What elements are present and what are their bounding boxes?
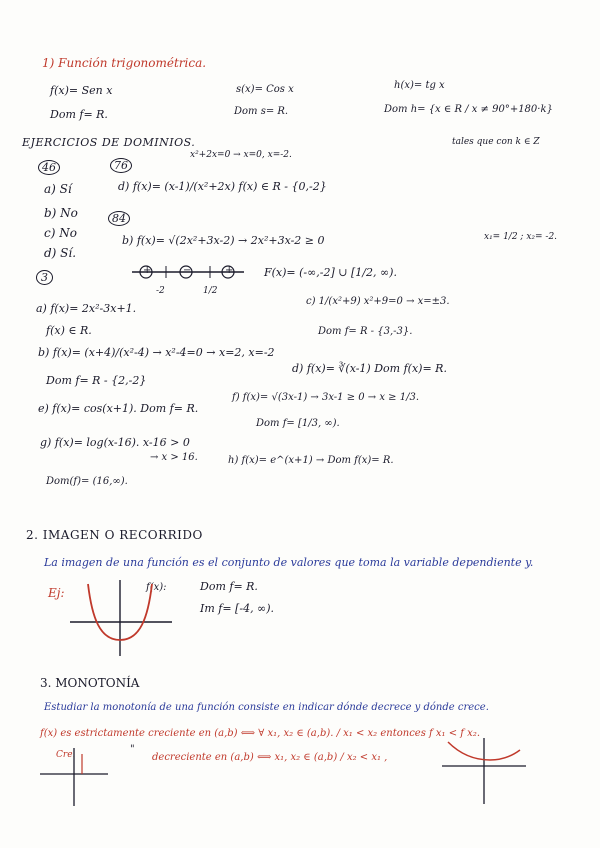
- exercise-3h: h) f(x)= e^(x+1) → Dom f(x)= R.: [228, 455, 394, 466]
- section3-title: 3. MONOTONÍA: [40, 676, 140, 690]
- sign-plus-left: +: [143, 265, 152, 276]
- exercise-3a: a) f(x)= 2x²-3x+1.: [36, 302, 137, 315]
- answer-46c: c) No: [44, 226, 77, 240]
- exercise-3f-domain: Dom f= [1/3, ∞).: [256, 418, 340, 429]
- ditto-mark: ": [130, 744, 135, 755]
- exercise-84-circle: 84: [108, 211, 130, 226]
- exercise-76-circle: 76: [110, 158, 132, 173]
- section3-increasing: f(x) es estrictamente creciente en (a,b) ⟺ ∀ x₁, x₂ ∈ (a,b). / x₁ < x₂ entonces f x₁ < f x₂.: [40, 728, 481, 739]
- parabola-graph: [66, 578, 176, 658]
- graph-label: f(x):: [146, 582, 167, 593]
- exercise-46-circle: 46: [38, 160, 60, 175]
- exercise-3-circle: 3: [36, 270, 53, 285]
- exercise-84-roots: x₁= 1/2 ; x₂= -2.: [484, 232, 558, 242]
- exercise-3g: g) f(x)= log(x-16). x-16 > 0: [40, 436, 190, 449]
- exercise-84b: b) f(x)= √(2x²+3x-2) → 2x²+3x-2 ≥ 0: [122, 234, 325, 247]
- section3-decreasing: decreciente en (a,b) ⟺ x₁, x₂ ∈ (a,b) / x₂ < x₁ ,: [152, 752, 388, 763]
- answer-46a: a) Sí: [44, 182, 72, 196]
- exercise-76d: d) f(x)= (x-1)/(x²+2x) f(x) ∈ R - {0,-2}: [118, 180, 327, 193]
- sign-plus-right: +: [225, 265, 234, 276]
- tan-domain: Dom h= {x ∈ R / x ≠ 90°+180·k}: [384, 104, 553, 115]
- exercise-3g-step: → x > 16.: [150, 452, 198, 463]
- section1-title: 1) Función trigonométrica.: [42, 56, 207, 70]
- mini-decreasing-graph: [440, 736, 530, 806]
- exercise-3b-domain: Dom f= R - {2,-2}: [46, 374, 147, 387]
- exercise-84-result: F(x)= (-∞,-2] ∪ [1/2, ∞).: [264, 266, 397, 279]
- sign-tick-1: -2: [156, 286, 165, 296]
- section2-domain: Dom f= R.: [200, 580, 258, 593]
- exercise-3a-domain: f(x) ∈ R.: [46, 324, 92, 337]
- sign-minus: −: [183, 265, 192, 276]
- example-label: Ej:: [48, 586, 65, 600]
- answer-46d: d) Sí.: [44, 246, 77, 260]
- cos-domain: Dom s= R.: [234, 106, 289, 117]
- exercise-3c: c) 1/(x²+9) x²+9=0 → x=±3.: [306, 296, 450, 307]
- tan-note: tales que con k ∈ Z: [452, 137, 540, 147]
- mini-graph-label: Cre.: [56, 750, 76, 760]
- exercise-76-note: x²+2x=0 → x=0, x=-2.: [190, 150, 292, 160]
- exercise-3c-domain: Dom f= R - {3,-3}.: [318, 326, 413, 337]
- section2-title: 2. IMAGEN O RECORRIDO: [26, 528, 203, 542]
- sign-tick-2: 1/2: [203, 286, 218, 296]
- mini-increasing-graph: [40, 748, 110, 808]
- exercise-3d: d) f(x)= ∛(x-1) Dom f(x)= R.: [292, 362, 447, 375]
- exercise-3e: e) f(x)= cos(x+1). Dom f= R.: [38, 402, 199, 415]
- section3-definition: Estudiar la monotonía de una función consiste en indicar dónde decrece y dónde crece.: [44, 702, 489, 713]
- exercises-title: EJERCICIOS DE DOMINIOS.: [22, 136, 196, 149]
- section2-image: Im f= [-4, ∞).: [200, 602, 275, 615]
- sin-definition: f(x)= Sen x: [50, 84, 113, 97]
- answer-46b: b) No: [44, 206, 78, 220]
- exercise-3b: b) f(x)= (x+4)/(x²-4) → x²-4=0 → x=2, x=-2: [38, 346, 275, 359]
- section2-definition: La imagen de una función es el conjunto de valores que toma la variable dependiente y.: [44, 556, 534, 569]
- cos-definition: s(x)= Cos x: [236, 84, 294, 95]
- tan-definition: h(x)= tg x: [394, 80, 445, 91]
- sin-domain: Dom f= R.: [50, 108, 108, 121]
- exercise-3g-domain: Dom(f)= (16,∞).: [46, 476, 128, 487]
- exercise-3f: f) f(x)= √(3x-1) → 3x-1 ≥ 0 → x ≥ 1/3.: [232, 392, 420, 403]
